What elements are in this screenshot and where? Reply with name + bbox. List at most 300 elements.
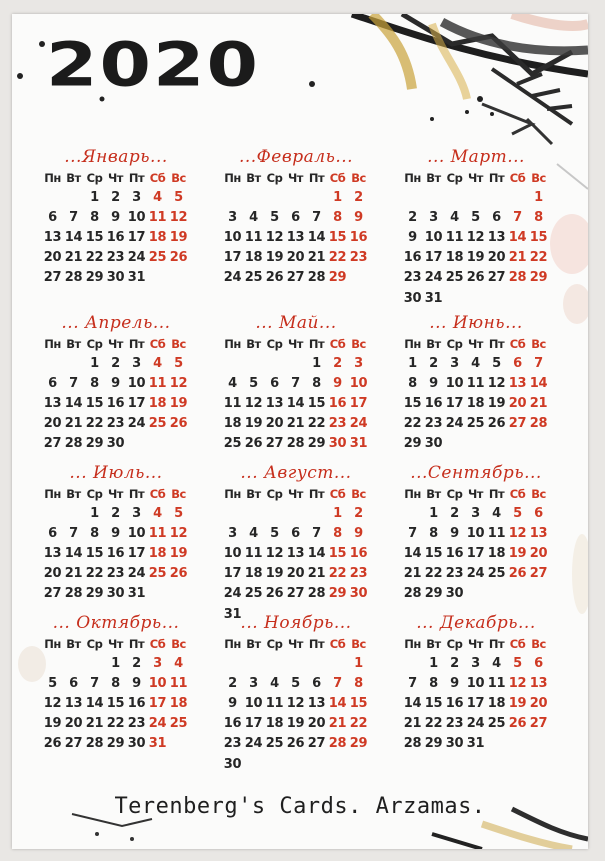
month-block	[402, 612, 550, 754]
day-cell: 28	[403, 736, 422, 752]
week-row	[42, 714, 190, 734]
week-row	[402, 288, 550, 308]
day-cell: 3	[450, 355, 459, 371]
day-cell: 28	[307, 586, 326, 602]
day-cell: 1	[90, 505, 99, 521]
day-cell: 18	[148, 395, 167, 411]
day-cell: 23	[445, 566, 464, 582]
day-cell: 14	[85, 695, 104, 711]
weekday-label: Пт	[128, 336, 145, 351]
day-cell: 19	[169, 545, 188, 561]
day-cell: 30	[403, 290, 422, 306]
weekday-header	[42, 334, 190, 353]
day-cell: 26	[508, 716, 527, 732]
day-cell: 18	[244, 250, 263, 266]
day-cell: 21	[286, 416, 305, 432]
week-row	[402, 434, 550, 454]
week-row	[402, 734, 550, 754]
week-row	[42, 227, 190, 247]
day-cell: 10	[223, 545, 242, 561]
day-cell: 7	[333, 675, 342, 691]
weekday-label: Вс	[531, 636, 546, 651]
day-cell: 23	[127, 716, 146, 732]
day-cell: 8	[429, 675, 438, 691]
day-cell: 29	[106, 736, 125, 752]
day-cell: 9	[132, 675, 141, 691]
day-cell: 13	[529, 525, 548, 541]
weekday-header	[42, 168, 190, 187]
week-row	[402, 248, 550, 268]
day-cell: 16	[106, 229, 125, 245]
day-cell: 12	[466, 229, 485, 245]
week-row	[222, 227, 370, 247]
day-cell: 9	[354, 209, 363, 225]
day-cell: 18	[487, 545, 506, 561]
weekday-label: Ср	[266, 170, 283, 185]
week-row	[402, 653, 550, 673]
day-cell: 3	[249, 675, 258, 691]
day-cell: 29	[328, 270, 347, 286]
day-cell: 17	[127, 229, 146, 245]
weekday-label: Ср	[86, 486, 103, 501]
day-cell: 9	[450, 675, 459, 691]
day-cell: 24	[127, 416, 146, 432]
day-cell: 9	[450, 525, 459, 541]
day-cell: 15	[85, 545, 104, 561]
day-cell: 18	[148, 229, 167, 245]
weekday-label: Ср	[86, 170, 103, 185]
day-cell: 30	[127, 736, 146, 752]
month-name: ... Март...	[427, 147, 525, 167]
day-cell: 17	[424, 250, 443, 266]
day-cell: 16	[106, 545, 125, 561]
weekday-label: Вт	[66, 636, 81, 651]
day-cell: 7	[69, 375, 78, 391]
day-cell: 27	[529, 716, 548, 732]
day-cell: 5	[492, 355, 501, 371]
day-cell: 7	[408, 525, 417, 541]
day-cell: 13	[43, 545, 62, 561]
day-cell: 17	[244, 716, 263, 732]
day-cell: 8	[90, 525, 99, 541]
day-cell: 11	[487, 675, 506, 691]
day-cell: 22	[85, 416, 104, 432]
day-cell: 29	[424, 736, 443, 752]
day-cell: 19	[244, 416, 263, 432]
day-cell: 24	[148, 716, 167, 732]
day-cell: 16	[127, 695, 146, 711]
day-cell: 25	[445, 270, 464, 286]
day-cell: 5	[174, 355, 183, 371]
day-cell: 12	[244, 395, 263, 411]
day-cell: 16	[349, 229, 368, 245]
day-cell: 23	[424, 416, 443, 432]
month-name: ...Февраль...	[238, 147, 354, 167]
weekday-label: Сб	[509, 486, 526, 501]
week-row	[222, 503, 370, 523]
week-row	[222, 523, 370, 543]
day-cell: 30	[424, 436, 443, 452]
day-cell: 20	[286, 566, 305, 582]
day-cell: 29	[85, 436, 104, 452]
day-cell: 6	[48, 375, 57, 391]
day-cell: 10	[148, 675, 167, 691]
weekday-label: Ср	[86, 636, 103, 651]
day-cell: 18	[244, 566, 263, 582]
weekday-label: Пт	[488, 336, 505, 351]
day-cell: 27	[43, 436, 62, 452]
day-cell: 12	[169, 209, 188, 225]
day-cell: 20	[529, 695, 548, 711]
day-cell: 26	[169, 566, 188, 582]
day-cell: 4	[492, 505, 501, 521]
month-block	[42, 146, 190, 288]
weekday-label: Вс	[171, 170, 186, 185]
week-row	[402, 353, 550, 373]
week-row	[42, 693, 190, 713]
week-row	[402, 693, 550, 713]
weekday-header	[402, 168, 550, 187]
day-cell: 9	[111, 375, 120, 391]
day-cell: 16	[106, 395, 125, 411]
day-cell: 18	[169, 695, 188, 711]
day-cell: 3	[471, 505, 480, 521]
week-row	[222, 714, 370, 734]
day-cell: 18	[487, 695, 506, 711]
day-cell: 5	[513, 505, 522, 521]
day-cell: 15	[307, 395, 326, 411]
week-row	[402, 584, 550, 604]
day-cell: 1	[312, 355, 321, 371]
week-row	[222, 693, 370, 713]
day-cell: 1	[333, 505, 342, 521]
day-cell: 13	[64, 695, 83, 711]
day-cell: 4	[228, 375, 237, 391]
weekday-label: Пн	[404, 486, 421, 501]
weekday-header	[42, 484, 190, 503]
day-cell: 27	[307, 736, 326, 752]
day-cell: 3	[471, 655, 480, 671]
week-row	[402, 227, 550, 247]
day-cell: 7	[513, 209, 522, 225]
day-cell: 23	[106, 250, 125, 266]
weekday-label: Пн	[224, 336, 241, 351]
week-row	[42, 393, 190, 413]
day-cell: 17	[466, 695, 485, 711]
day-cell: 29	[424, 586, 443, 602]
day-cell: 2	[333, 355, 342, 371]
month-name: ... Ноябрь...	[240, 613, 352, 633]
weekday-header	[222, 168, 370, 187]
day-cell: 3	[228, 525, 237, 541]
day-cell: 29	[85, 586, 104, 602]
weekday-label: Вт	[426, 636, 441, 651]
day-cell: 3	[153, 655, 162, 671]
month-block	[402, 146, 550, 308]
day-cell: 28	[64, 270, 83, 286]
day-cell: 2	[408, 209, 417, 225]
day-cell: 4	[471, 355, 480, 371]
week-row	[42, 353, 190, 373]
day-cell: 13	[43, 229, 62, 245]
month-name: ... Апрель...	[61, 313, 171, 333]
day-cell: 7	[534, 355, 543, 371]
day-cell: 19	[286, 716, 305, 732]
day-cell: 5	[513, 655, 522, 671]
day-cell: 7	[291, 375, 300, 391]
day-cell: 1	[90, 189, 99, 205]
day-cell: 22	[349, 716, 368, 732]
week-row	[222, 393, 370, 413]
weekday-label: Пт	[488, 170, 505, 185]
day-cell: 24	[244, 736, 263, 752]
day-cell: 23	[349, 566, 368, 582]
day-cell: 10	[445, 375, 464, 391]
month-block	[42, 612, 190, 754]
day-cell: 27	[43, 586, 62, 602]
day-cell: 28	[307, 270, 326, 286]
day-cell: 7	[69, 209, 78, 225]
weekday-header	[222, 484, 370, 503]
weekday-label: Пт	[128, 170, 145, 185]
day-cell: 31	[466, 736, 485, 752]
day-cell: 6	[48, 209, 57, 225]
day-cell: 19	[43, 716, 62, 732]
day-cell: 2	[111, 505, 120, 521]
day-cell: 13	[286, 545, 305, 561]
day-cell: 11	[445, 229, 464, 245]
day-cell: 20	[43, 250, 62, 266]
day-cell: 7	[312, 209, 321, 225]
day-cell: 23	[223, 736, 242, 752]
day-cell: 10	[466, 675, 485, 691]
day-cell: 2	[450, 655, 459, 671]
day-cell: 14	[508, 229, 527, 245]
day-cell: 21	[403, 566, 422, 582]
day-cell: 21	[529, 395, 548, 411]
weekday-label: Чт	[108, 336, 123, 351]
day-cell: 15	[349, 695, 368, 711]
day-cell: 26	[265, 270, 284, 286]
weekday-label: Пн	[44, 170, 61, 185]
day-cell: 12	[265, 229, 284, 245]
week-row	[222, 434, 370, 454]
day-cell: 6	[270, 375, 279, 391]
week-row	[42, 584, 190, 604]
day-cell: 25	[466, 416, 485, 432]
day-cell: 17	[466, 545, 485, 561]
day-cell: 13	[43, 395, 62, 411]
day-cell: 29	[529, 270, 548, 286]
weekday-label: Сб	[149, 636, 166, 651]
weekday-label: Сб	[149, 486, 166, 501]
day-cell: 5	[291, 675, 300, 691]
day-cell: 22	[529, 250, 548, 266]
week-row	[42, 653, 190, 673]
week-row	[402, 373, 550, 393]
day-cell: 8	[111, 675, 120, 691]
day-cell: 1	[333, 189, 342, 205]
day-cell: 8	[333, 209, 342, 225]
weekday-label: Вт	[66, 336, 81, 351]
weekday-label: Пн	[44, 336, 61, 351]
weekday-label: Вт	[426, 336, 441, 351]
week-row	[222, 673, 370, 693]
day-cell: 27	[286, 586, 305, 602]
day-cell: 27	[43, 270, 62, 286]
week-row	[42, 564, 190, 584]
day-cell: 7	[69, 525, 78, 541]
week-row	[402, 714, 550, 734]
month-name: ... Май...	[255, 313, 337, 333]
day-cell: 24	[424, 270, 443, 286]
day-cell: 6	[312, 675, 321, 691]
day-cell: 12	[487, 375, 506, 391]
day-cell: 14	[64, 545, 83, 561]
week-row	[42, 523, 190, 543]
day-cell: 28	[403, 586, 422, 602]
week-row	[42, 734, 190, 754]
weekday-label: Чт	[108, 170, 123, 185]
day-cell: 25	[487, 716, 506, 732]
week-row	[222, 414, 370, 434]
day-cell: 15	[328, 545, 347, 561]
week-row	[42, 268, 190, 288]
day-cell: 18	[466, 395, 485, 411]
day-cell: 8	[90, 375, 99, 391]
day-cell: 23	[106, 566, 125, 582]
day-cell: 22	[424, 566, 443, 582]
day-cell: 4	[153, 505, 162, 521]
day-cell: 27	[487, 270, 506, 286]
day-cell: 21	[307, 566, 326, 582]
weekday-label: Вт	[66, 486, 81, 501]
day-cell: 2	[450, 505, 459, 521]
day-cell: 10	[466, 525, 485, 541]
weekday-label: Вт	[246, 170, 261, 185]
day-cell: 14	[529, 375, 548, 391]
day-cell: 26	[466, 270, 485, 286]
day-cell: 24	[127, 250, 146, 266]
weekday-label: Пт	[308, 486, 325, 501]
day-cell: 13	[307, 695, 326, 711]
day-cell: 11	[265, 695, 284, 711]
weekday-label: Сб	[329, 336, 346, 351]
weekday-label: Пн	[404, 336, 421, 351]
week-row	[222, 248, 370, 268]
day-cell: 30	[445, 736, 464, 752]
day-cell: 8	[354, 675, 363, 691]
weekday-label: Сб	[509, 170, 526, 185]
weekday-label: Пн	[404, 636, 421, 651]
day-cell: 14	[286, 395, 305, 411]
day-cell: 31	[223, 606, 242, 622]
week-row	[222, 353, 370, 373]
month-name: ... Июль...	[69, 463, 163, 483]
year-title: 2020	[46, 29, 260, 101]
weekday-label: Вс	[531, 336, 546, 351]
weekday-label: Чт	[108, 486, 123, 501]
week-row	[402, 523, 550, 543]
day-cell: 15	[424, 695, 443, 711]
day-cell: 4	[249, 525, 258, 541]
day-cell: 11	[223, 395, 242, 411]
day-cell: 10	[424, 229, 443, 245]
day-cell: 9	[228, 695, 237, 711]
day-cell: 26	[286, 736, 305, 752]
day-cell: 17	[127, 545, 146, 561]
day-cell: 30	[445, 586, 464, 602]
day-cell: 22	[106, 716, 125, 732]
week-row	[222, 187, 370, 207]
day-cell: 21	[64, 416, 83, 432]
weekday-label: Пт	[308, 636, 325, 651]
weekday-header	[402, 634, 550, 653]
month-block	[222, 462, 370, 624]
month-name: ...Январь...	[64, 147, 168, 167]
week-row	[222, 754, 370, 774]
day-cell: 8	[534, 209, 543, 225]
weekday-label: Пт	[308, 336, 325, 351]
weekday-label: Чт	[288, 170, 303, 185]
month-name: ... Август...	[240, 463, 352, 483]
day-cell: 25	[265, 736, 284, 752]
day-cell: 4	[492, 655, 501, 671]
day-cell: 25	[169, 716, 188, 732]
day-cell: 27	[265, 436, 284, 452]
day-cell: 24	[127, 566, 146, 582]
day-cell: 21	[403, 716, 422, 732]
day-cell: 10	[349, 375, 368, 391]
day-cell: 16	[349, 545, 368, 561]
day-cell: 25	[148, 566, 167, 582]
day-cell: 8	[333, 525, 342, 541]
weekday-label: Ср	[446, 336, 463, 351]
day-cell: 1	[534, 189, 543, 205]
weekday-label: Ср	[446, 486, 463, 501]
day-cell: 5	[249, 375, 258, 391]
day-cell: 24	[445, 416, 464, 432]
day-cell: 12	[169, 525, 188, 541]
day-cell: 21	[307, 250, 326, 266]
day-cell: 25	[148, 250, 167, 266]
day-cell: 26	[508, 566, 527, 582]
week-row	[42, 414, 190, 434]
day-cell: 13	[286, 229, 305, 245]
day-cell: 4	[249, 209, 258, 225]
day-cell: 10	[127, 375, 146, 391]
day-cell: 19	[265, 566, 284, 582]
day-cell: 27	[529, 566, 548, 582]
day-cell: 25	[244, 586, 263, 602]
weekday-label: Ср	[266, 636, 283, 651]
weekday-label: Вс	[351, 486, 366, 501]
day-cell: 14	[64, 395, 83, 411]
day-cell: 15	[85, 229, 104, 245]
day-cell: 20	[487, 250, 506, 266]
weekday-label: Ср	[266, 486, 283, 501]
day-cell: 21	[508, 250, 527, 266]
week-row	[402, 393, 550, 413]
week-row	[42, 673, 190, 693]
day-cell: 10	[244, 695, 263, 711]
day-cell: 8	[312, 375, 321, 391]
day-cell: 14	[403, 545, 422, 561]
day-cell: 1	[354, 655, 363, 671]
day-cell: 23	[403, 270, 422, 286]
day-cell: 4	[450, 209, 459, 225]
day-cell: 28	[64, 586, 83, 602]
